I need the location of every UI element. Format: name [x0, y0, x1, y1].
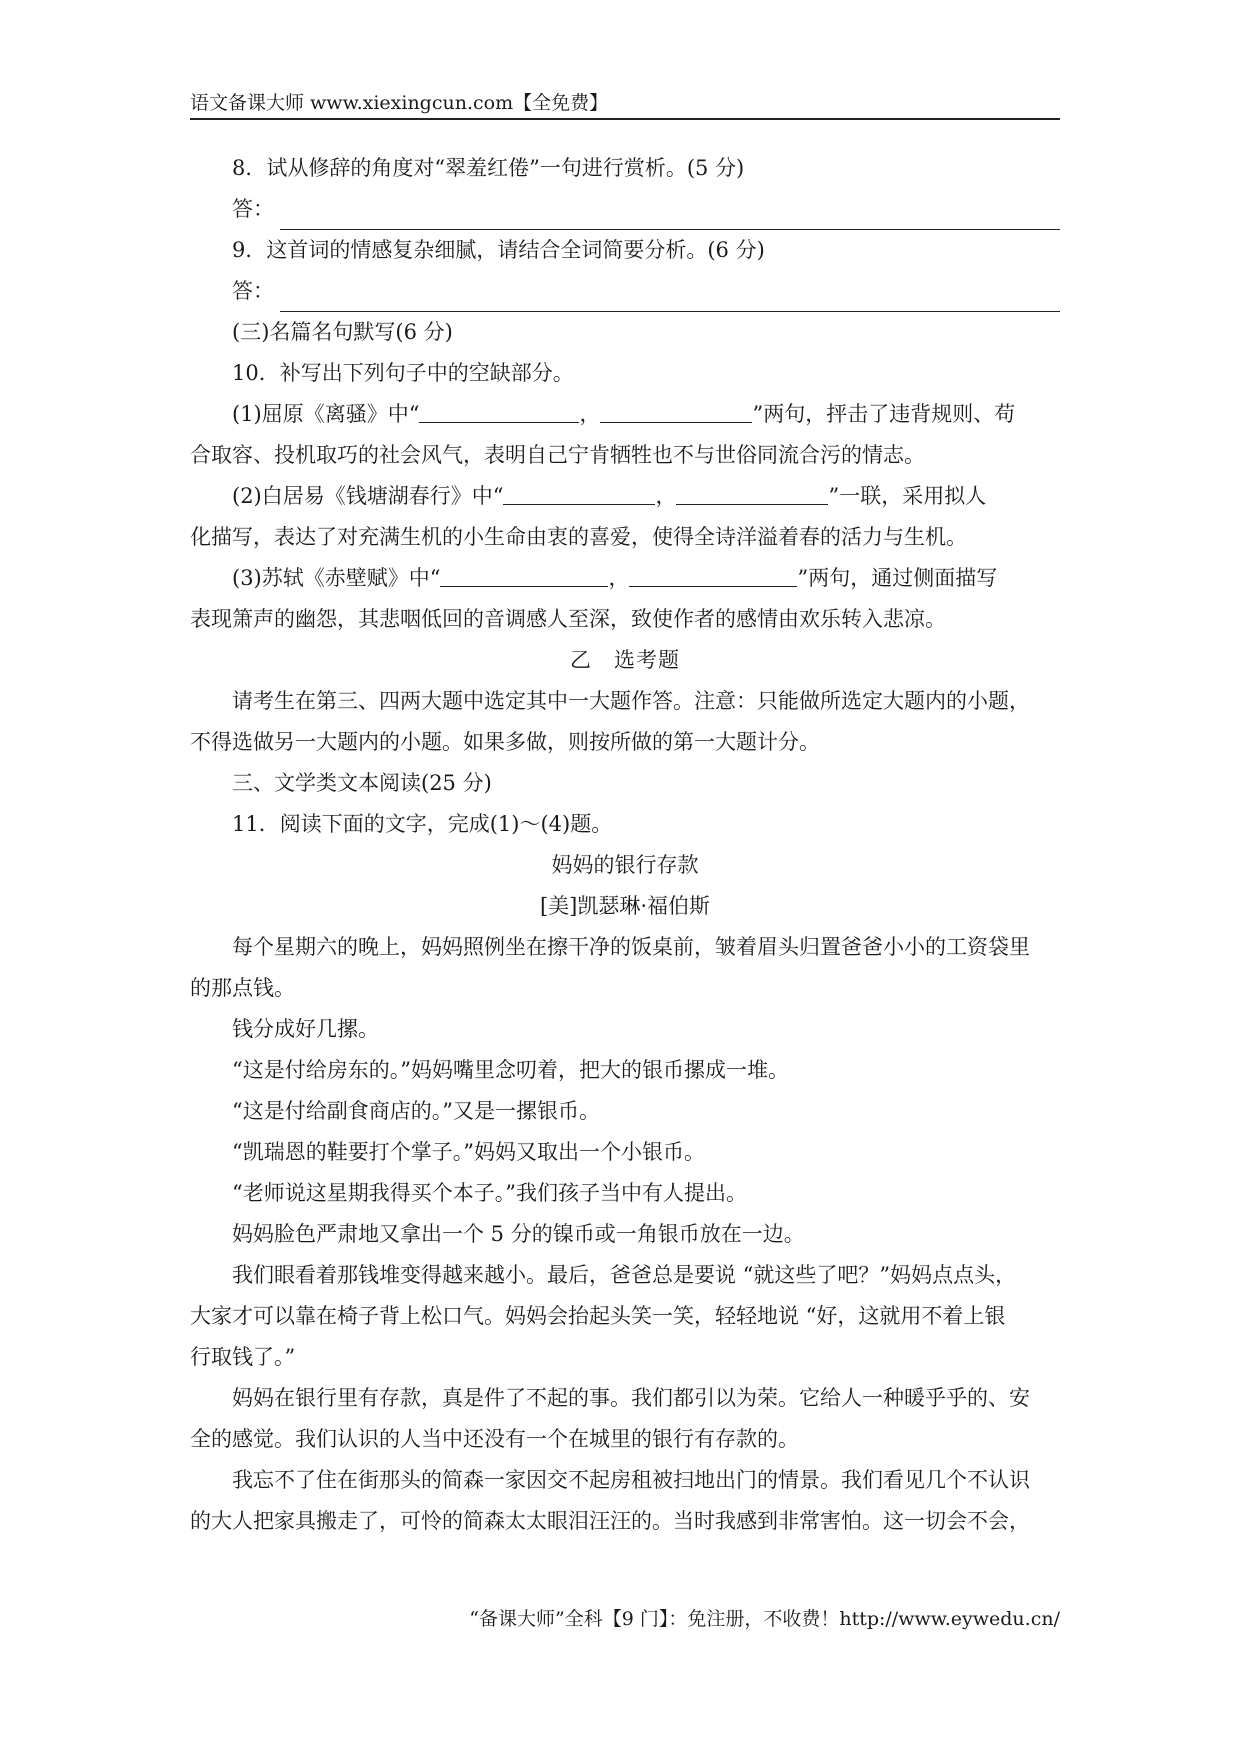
- part-b-title: 乙 选考题: [570, 648, 680, 672]
- item-text: ，: [655, 484, 677, 508]
- story-line: 妈妈脸色严肃地又拿出一个 5 分的镍币或一角银币放在一边。: [232, 1222, 805, 1246]
- question-10-item-2-cont: 化描写，表达了对充满生机的小生命由衷的喜爱，使得全诗洋溢着春的活力与生机。: [190, 525, 967, 549]
- question-10-item-1-cont: 合取容、投机取巧的社会风气，表明自己宁肯牺牲也不与世俗同流合污的情志。: [190, 443, 925, 467]
- question-10-item-3: [190, 558, 1060, 599]
- fill-blank[interactable]: [676, 480, 828, 505]
- answer-blank-8[interactable]: [280, 199, 1060, 230]
- header-divider: [190, 118, 1060, 120]
- story-line: 我忘不了住在街那头的简森一家因交不起房租被扫地出门的情景。我们看见几个不认识: [232, 1468, 1030, 1492]
- story-line: “凯瑞恩的鞋要打个掌子。”妈妈又取出一个小银币。: [232, 1140, 705, 1164]
- item-text: (2)白居易《钱塘湖春行》中“: [232, 484, 504, 508]
- page-header: 语文备课大师 www.xiexingcun.com【全免费】: [190, 92, 609, 114]
- page-footer: “备课大师”全科【9 门】：免注册，不收费！http://www.eywedu.cn/: [469, 1608, 1060, 1630]
- question-10-intro: 10．补写出下列句子中的空缺部分。: [232, 361, 574, 385]
- story-author: [美]凯瑟琳·福伯斯: [539, 894, 711, 918]
- item-text: ”两句，抨击了违背规则、苟: [752, 402, 1016, 426]
- story-line: 的那点钱。: [190, 976, 295, 1000]
- answer-label: 答：: [232, 279, 274, 303]
- story-body: [190, 927, 1060, 1542]
- story-line: 行取钱了。”: [190, 1345, 296, 1369]
- story-line: 妈妈在银行里有存款，真是件了不起的事。我们都引以为荣。它给人一种暖乎乎的、安: [232, 1386, 1030, 1410]
- part-b-instruction-1: 请考生在第三、四两大题中选定其中一大题作答。注意：只能做所选定大题内的小题，: [232, 689, 1030, 713]
- question-10-item-1: [190, 394, 1060, 435]
- story-line: “老师说这星期我得买个本子。”我们孩子当中有人提出。: [232, 1181, 747, 1205]
- story-line: 我们眼看着那钱堆变得越来越小。最后，爸爸总是要说 “就这些了吧？”妈妈点点头，: [232, 1263, 1017, 1287]
- question-9: 9．这首词的情感复杂细腻，请结合全词简要分析。(6 分): [232, 238, 765, 262]
- story-line: 钱分成好几摞。: [232, 1017, 379, 1041]
- item-text: ”两句，通过侧面描写: [797, 566, 998, 590]
- story-line: 每个星期六的晚上，妈妈照例坐在擦干净的饭桌前，皱着眉头归置爸爸小小的工资袋里: [232, 935, 1030, 959]
- item-text: ”一联，采用拟人: [828, 484, 987, 508]
- answer-label: 答：: [232, 197, 274, 221]
- question-10-item-2: [190, 476, 1060, 517]
- fill-blank[interactable]: [600, 398, 752, 423]
- story-line: “这是付给房东的。”妈妈嘴里念叨着，把大的银币摞成一堆。: [232, 1058, 789, 1082]
- question-10-item-3-cont: 表现箫声的幽怨，其悲咽低回的音调感人至深，致使作者的感情由欢乐转入悲凉。: [190, 607, 946, 631]
- fill-blank[interactable]: [629, 562, 797, 587]
- question-11: 11．阅读下面的文字，完成(1)～(4)题。: [232, 812, 613, 836]
- item-text: ，: [608, 566, 630, 590]
- story-line: 大家才可以靠在椅子背上松口气。妈妈会抬起头笑一笑，轻轻地说 “好，这就用不着上银: [190, 1304, 1006, 1328]
- item-text: ，: [579, 402, 601, 426]
- answer-line-9: [190, 271, 1060, 312]
- story-line: 全的感觉。我们认识的人当中还没有一个在城里的银行有存款的。: [190, 1427, 799, 1451]
- story-line: “这是付给副食商店的。”又是一摞银币。: [232, 1099, 600, 1123]
- section-three-subtitle: (三)名篇名句默写(6 分): [232, 320, 453, 344]
- answer-blank-9[interactable]: [280, 281, 1060, 312]
- fill-blank[interactable]: [419, 398, 579, 423]
- item-text: (1)屈原《离骚》中“: [232, 402, 420, 426]
- section-three-title: 三、文学类文本阅读(25 分): [232, 771, 492, 795]
- fill-blank[interactable]: [503, 480, 655, 505]
- story-line: 的大人把家具搬走了，可怜的简森太太眼泪汪汪的。当时我感到非常害怕。这一切会不会，: [190, 1509, 1030, 1533]
- page-content: [190, 148, 1060, 1542]
- story-title: 妈妈的银行存款: [551, 853, 699, 877]
- part-b-instruction-2: 不得选做另一大题内的小题。如果多做，则按所做的第一大题计分。: [190, 730, 820, 754]
- question-8: 8．试从修辞的角度对“翠羞红倦”一句进行赏析。(5 分): [232, 156, 745, 180]
- fill-blank[interactable]: [440, 562, 608, 587]
- item-text: (3)苏轼《赤壁赋》中“: [232, 566, 441, 590]
- answer-line-8: [190, 189, 1060, 230]
